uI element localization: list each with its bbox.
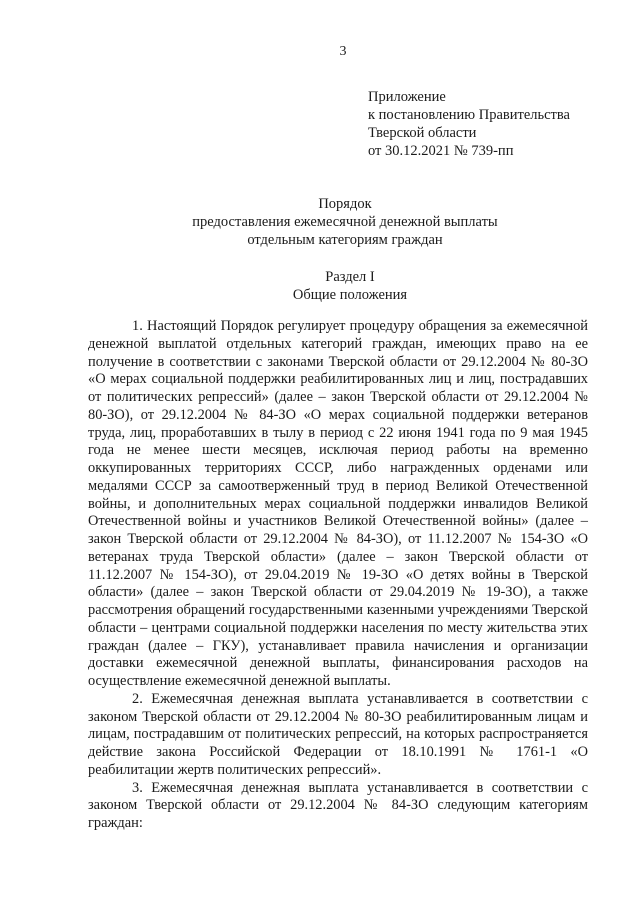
page-number: 3 <box>339 44 347 59</box>
title-line: Порядок <box>318 196 372 212</box>
appendix-line: Тверской области <box>368 125 477 141</box>
document-body <box>88 318 588 833</box>
title-line: отдельным категориям граждан <box>247 232 443 248</box>
section-number: Раздел I <box>325 269 375 285</box>
paragraph: 2. Ежемесячная денежная выплата устанавливается в соответствии с законом Тверской области от 29.12.2004 № 80-ЗО реабилитированным лицам и лицам, пострадавшим от политических репрессий, на которых распространяется действие закона Российской Федерации от 18.10.1991 № 1761-1 «О реабилитации жертв политических репрессий». <box>88 690 588 778</box>
appendix-line: Приложение <box>368 89 446 105</box>
section-heading <box>0 268 640 304</box>
paragraph: 1. Настоящий Порядок регулирует процедуру обращения за ежемесячной денежной выплатой отдельных категорий граждан, имеющих право на ее получение в соответствии с законами Тверской области от 29.12.2004 № 80-ЗО «О мерах социальной поддержки реабилитированных лиц и лиц, пострадавших от политических репрессий» (далее – закон Тверской области от 29.12.2004 № 80-ЗО), от 29.12.2004 № 84-ЗО «О мерах социальной поддержки ветеранов труда, лиц, проработавших в тылу в период с 22 июня 1941 года по 9 мая 1945 года не менее шести месяцев, исключая период работы на временно оккупированных территориях СССР, либо награжденных орденами или медалями СССР за самоотверженный труд в период Великой Отечественной войны, и дополнительных мерах социальной поддержки инвалидов Великой Отечественной войны и участников Великой Отечественной войны» (далее – закон Тверской области от 29.12.2004 № 84-ЗО), от 11.12.2007 № 154-ЗО «О ветеранах труда Тверской области» (далее – закон Тверской области от 11.12.2007 № 154-ЗО), от 29.04.2019 № 19-ЗО «О детях войны в Тверской области» (далее – закон Тверской области от 29.04.2019 № 19-ЗО), а также рассмотрения обращений государственными казенными учреждениями Тверской области – центрами социальной поддержки населения по месту жительства этих граждан (далее – ГКУ), устанавливает правила начисления и организации доставки ежемесячной денежной выплаты, финансирования расходов на осуществление ежемесячной денежной выплаты. <box>88 318 588 689</box>
appendix-line: к постановлению Правительства <box>368 107 570 123</box>
paragraph: 3. Ежемесячная денежная выплата устанавливается в соответствии с законом Тверской области от 29.12.2004 № 84-ЗО следующим категориям граждан: <box>88 779 588 831</box>
title-line: предоставления ежемесячной денежной выплаты <box>192 214 498 230</box>
document-title <box>0 195 640 249</box>
section-name: Общие положения <box>292 287 408 303</box>
appendix-line: от 30.12.2021 № 739-пп <box>368 143 514 159</box>
appendix-block <box>368 88 570 160</box>
